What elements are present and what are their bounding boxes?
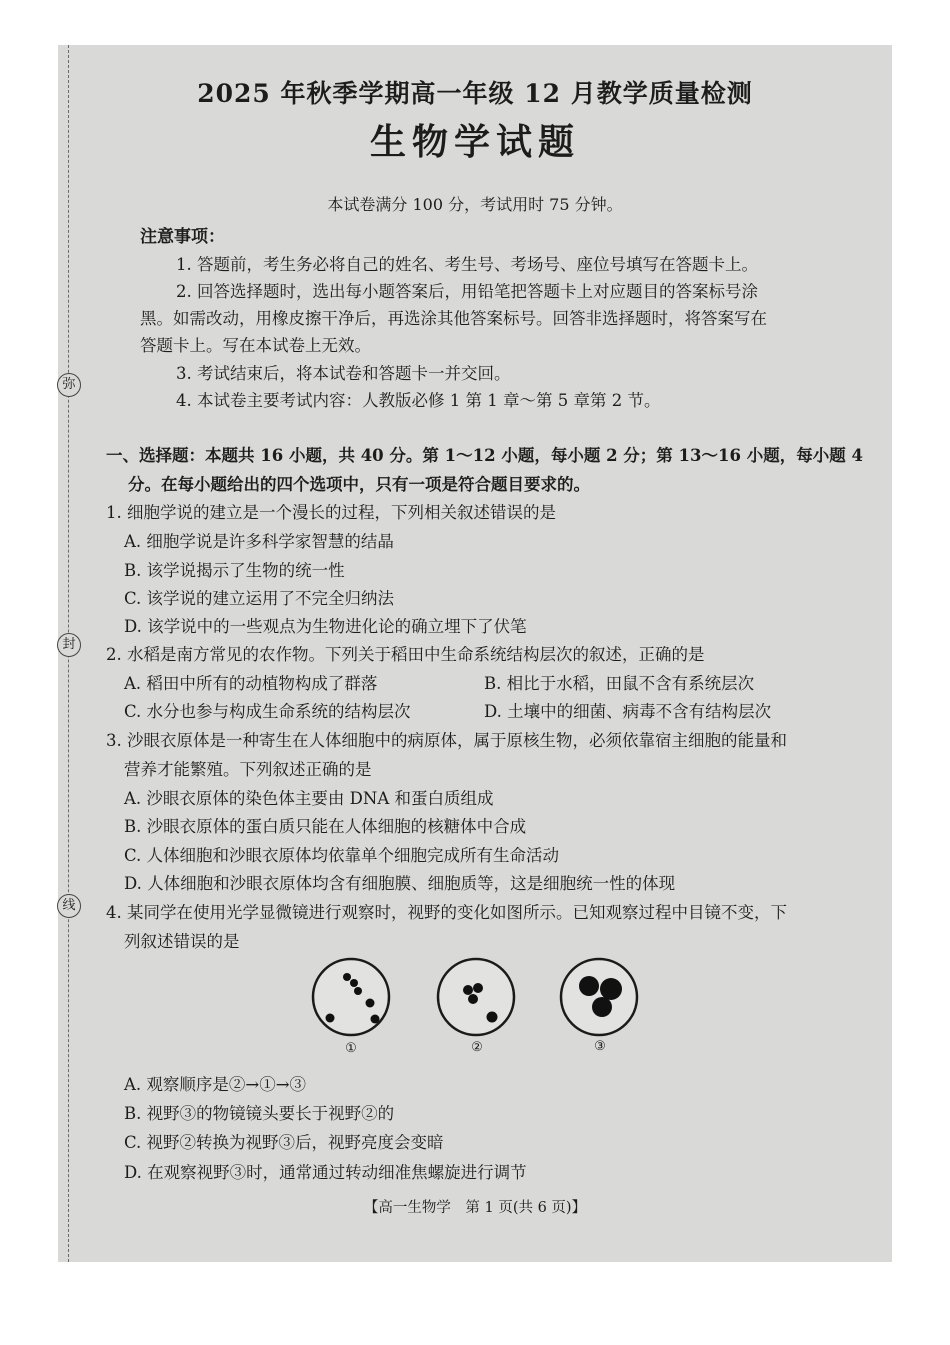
exam-title: 2025 年秋季学期高一年级 12 月教学质量检测 (197, 79, 753, 108)
answer-option: C. 水分也参与构成生命系统的结构层次 (124, 702, 411, 721)
answer-option: D. 在观察视野③时，通常通过转动细准焦螺旋进行调节 (124, 1163, 527, 1182)
answer-option: B. 相比于水稻，田鼠不含有系统层次 (484, 674, 755, 693)
seal-mark: 封 (57, 633, 81, 657)
answer-option: C. 人体细胞和沙眼衣原体均依靠单个细胞完成所有生命活动 (124, 846, 560, 865)
seal-mark: 弥 (57, 373, 81, 397)
answer-option: A. 稻田中所有的动植物构成了群落 (124, 674, 378, 693)
answer-option: C. 视野②转换为视野③后，视野亮度会变暗 (124, 1133, 444, 1152)
question-stem: 营养才能繁殖。下列叙述正确的是 (124, 760, 372, 779)
section-heading: 一、选择题：本题共 16 小题，共 40 分。第 1～12 小题，每小题 2 分；第 13～16 小题，每小题 4 (106, 446, 863, 465)
answer-option: A. 细胞学说是许多科学家智慧的结晶 (124, 532, 394, 551)
subject-title: 生物学试题 (369, 121, 580, 163)
page-footer: 【高一生物学 第 1 页(共 6 页)】 (363, 1200, 587, 1216)
figure-label: ① (345, 1041, 357, 1056)
answer-option: D. 土壤中的细菌、病毒不含有结构层次 (484, 702, 772, 721)
answer-option: D. 人体细胞和沙眼衣原体均含有细胞膜、细胞质等，这是细胞统一性的体现 (124, 874, 676, 893)
notice-line: 答题卡上。写在本试卷上无效。 (140, 336, 371, 355)
field-3-diagram (561, 959, 637, 1035)
answer-option: B. 视野③的物镜镜头要长于视野②的 (124, 1104, 395, 1123)
notice-line: 2. 回答选择题时，选出每小题答案后，用铅笔把答题卡上对应题目的答案标号涂 (176, 282, 758, 301)
notice-title: 注意事项： (140, 227, 225, 247)
notice-line: 黑。如需改动，用橡皮擦干净后，再选涂其他答案标号。回答非选择题时，将答案写在 (140, 309, 767, 328)
question-stem: 3. 沙眼衣原体是一种寄生在人体细胞中的病原体，属于原核生物，必须依靠宿主细胞的能量和 (106, 731, 787, 750)
section-heading: 分。在每小题给出的四个选项中，只有一项是符合题目要求的。 (128, 475, 590, 494)
answer-option: C. 该学说的建立运用了不完全归纳法 (124, 589, 395, 608)
answer-option: A. 沙眼衣原体的染色体主要由 DNA 和蛋白质组成 (124, 789, 494, 808)
question-stem: 1. 细胞学说的建立是一个漫长的过程，下列相关叙述错误的是 (106, 503, 556, 522)
notice-line: 4. 本试卷主要考试内容：人教版必修 1 第 1 章～第 5 章第 2 节。 (176, 391, 661, 410)
answer-option: B. 该学说揭示了生物的统一性 (124, 561, 345, 580)
exam-info: 本试卷满分 100 分，考试用时 75 分钟。 (327, 195, 623, 214)
answer-option: D. 该学说中的一些观点为生物进化论的确立埋下了伏笔 (124, 617, 527, 636)
figure-label: ② (471, 1040, 483, 1055)
notice-line: 1. 答题前，考生务必将自己的姓名、考生号、考场号、座位号填写在答题卡上。 (176, 255, 758, 274)
question-stem: 2. 水稻是南方常见的农作物。下列关于稻田中生命系统结构层次的叙述，正确的是 (106, 645, 705, 664)
notice-line: 3. 考试结束后，将本试卷和答题卡一并交回。 (176, 364, 511, 383)
question-stem: 列叙述错误的是 (124, 932, 240, 951)
field-1-diagram (313, 959, 389, 1035)
seal-mark: 线 (57, 894, 81, 918)
answer-option: A. 观察顺序是②→①→③ (124, 1075, 307, 1094)
field-2-diagram (438, 959, 514, 1035)
question-stem: 4. 某同学在使用光学显微镜进行观察时，视野的变化如图所示。已知观察过程中目镜不变，下 (106, 903, 787, 922)
answer-option: B. 沙眼衣原体的蛋白质只能在人体细胞的核糖体中合成 (124, 817, 527, 836)
figure-label: ③ (594, 1039, 606, 1054)
